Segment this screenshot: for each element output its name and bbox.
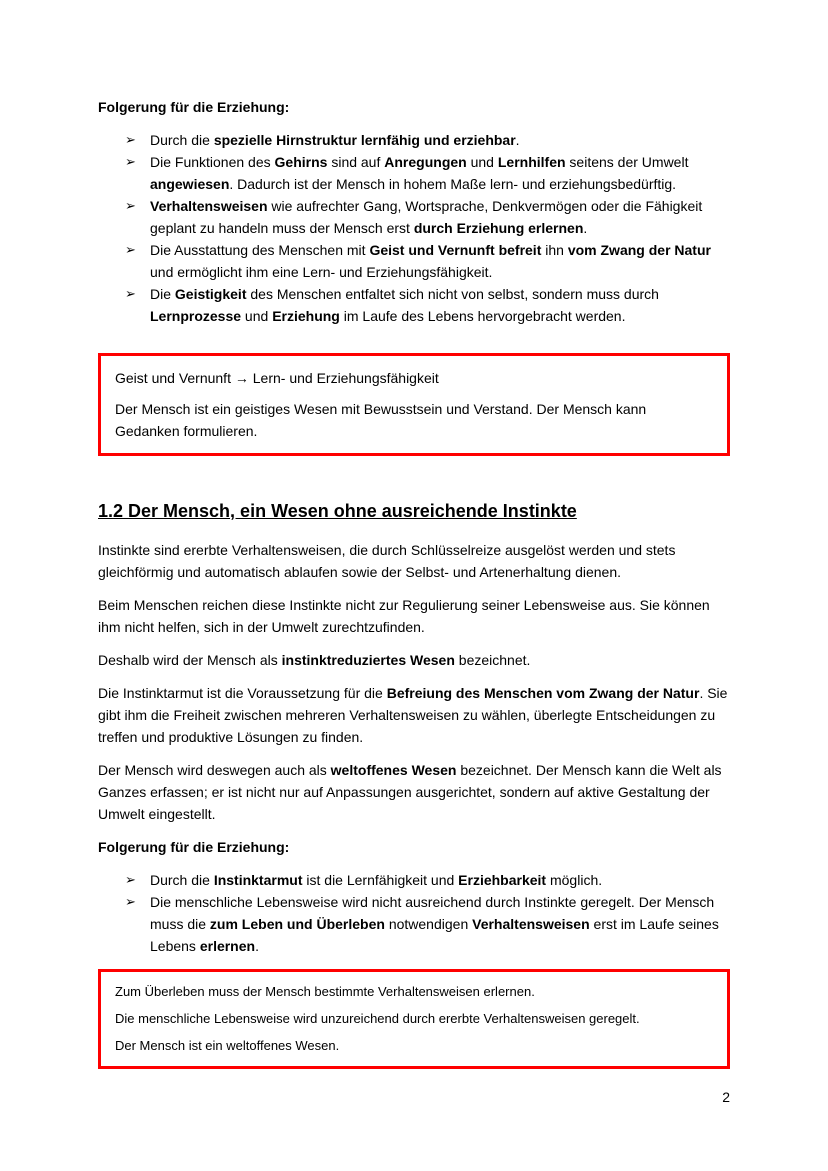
bullet-item <box>98 195 730 239</box>
paragraph: Instinkte sind ererbte Verhaltensweisen, die durch Schlüsselreize ausgelöst werden und stets gleichförmig und automatisch ablaufen sowie der Selbst- und Artenerhaltung dienen. <box>98 542 676 580</box>
paragraph: Deshalb wird der Mensch als instinktreduziertes Wesen bezeichnet. <box>98 652 531 668</box>
bullet-text: Durch die spezielle Hirnstruktur lernfähig und erziehbar. <box>150 132 520 148</box>
bullet-text: Die menschliche Lebensweise wird nicht ausreichend durch Instinkte geregelt. Der Mensch muss die zum Leben und Überleben notwendigen Verhaltensweisen erst im Laufe seines Lebens erlernen. <box>150 894 719 954</box>
section2-heading: 1.2 Der Mensch, ein Wesen ohne ausreichende Instinkte <box>98 501 577 521</box>
bullet-text: Die Funktionen des Gehirns sind auf Anregungen und Lernhilfen seitens der Umwelt angewiesen. Dadurch ist der Mensch in hohem Maße lern- und erziehungsbedürftig. <box>150 154 689 192</box>
summary-box-1 <box>98 353 730 456</box>
bullet-item <box>98 283 730 327</box>
bullet-item <box>98 239 730 283</box>
summary-box-line: Die menschliche Lebensweise wird unzureichend durch ererbte Verhaltensweisen geregelt. <box>115 1011 640 1026</box>
summary-box-line: Zum Überleben muss der Mensch bestimmte Verhaltensweisen erlernen. <box>115 984 535 999</box>
bullet-text: Durch die Instinktarmut ist die Lernfähigkeit und Erziehbarkeit möglich. <box>150 872 603 888</box>
arrow-bullet-icon: ➢ <box>125 198 136 213</box>
summary-box-2 <box>98 969 730 1069</box>
paragraph: Die Instinktarmut ist die Voraussetzung für die Befreiung des Menschen vom Zwang der Natur. Sie gibt ihm die Freiheit zwischen mehreren Verhaltensweisen zu wählen, überlegte Entscheidungen zu treffen und produktive Lösungen zu finden. <box>98 685 728 745</box>
summary-box-line: Der Mensch ist ein geistiges Wesen mit Bewusstsein und Verstand. Der Mensch kann Gedanken formulieren. <box>115 401 647 439</box>
summary-box-line: Geist und Vernunft → Lern- und Erziehungsfähigkeit <box>115 370 439 386</box>
bullet-text: Verhaltensweisen wie aufrechter Gang, Wortsprache, Denkvermögen oder die Fähigkeit geplant zu handeln muss der Mensch erst durch Erziehung erlernen. <box>150 198 703 236</box>
arrow-bullet-icon: ➢ <box>125 872 136 887</box>
bullet-text: Die Geistigkeit des Menschen entfaltet sich nicht von selbst, sondern muss durch Lernprozesse und Erziehung im Laufe des Lebens hervorgebracht werden. <box>150 286 659 324</box>
section1-heading: Folgerung für die Erziehung: <box>98 99 290 115</box>
arrow-bullet-icon: ➢ <box>125 286 136 301</box>
section2-bullet-list <box>98 869 730 957</box>
summary-box-line: Der Mensch ist ein weltoffenes Wesen. <box>115 1038 340 1053</box>
bullet-item <box>98 891 730 957</box>
paragraph: Beim Menschen reichen diese Instinkte nicht zur Regulierung seiner Lebensweise aus. Sie können ihm nicht helfen, sich in der Umwelt zurechtzufinden. <box>98 597 710 635</box>
bullet-text: Die Ausstattung des Menschen mit Geist und Vernunft befreit ihn vom Zwang der Natur und ermöglicht ihm eine Lern- und Erziehungsfähigkeit. <box>150 242 711 280</box>
arrow-bullet-icon: ➢ <box>125 154 136 169</box>
section1-bullet-list <box>98 129 730 327</box>
arrow-bullet-icon: ➢ <box>125 894 136 909</box>
bullet-item <box>98 129 730 151</box>
section2-subheading: Folgerung für die Erziehung: <box>98 839 290 855</box>
arrow-bullet-icon: ➢ <box>125 242 136 257</box>
paragraph: Der Mensch wird deswegen auch als weltoffenes Wesen bezeichnet. Der Mensch kann die Welt als Ganzes erfassen; er ist nicht nur auf Anpassungen ausgerichtet, sondern auf aktive Gestaltung der Umwelt eingestellt. <box>98 762 722 822</box>
bullet-item <box>98 151 730 195</box>
bullet-item <box>98 869 730 891</box>
arrow-bullet-icon: ➢ <box>125 132 136 147</box>
page-number: 2 <box>722 1089 730 1105</box>
